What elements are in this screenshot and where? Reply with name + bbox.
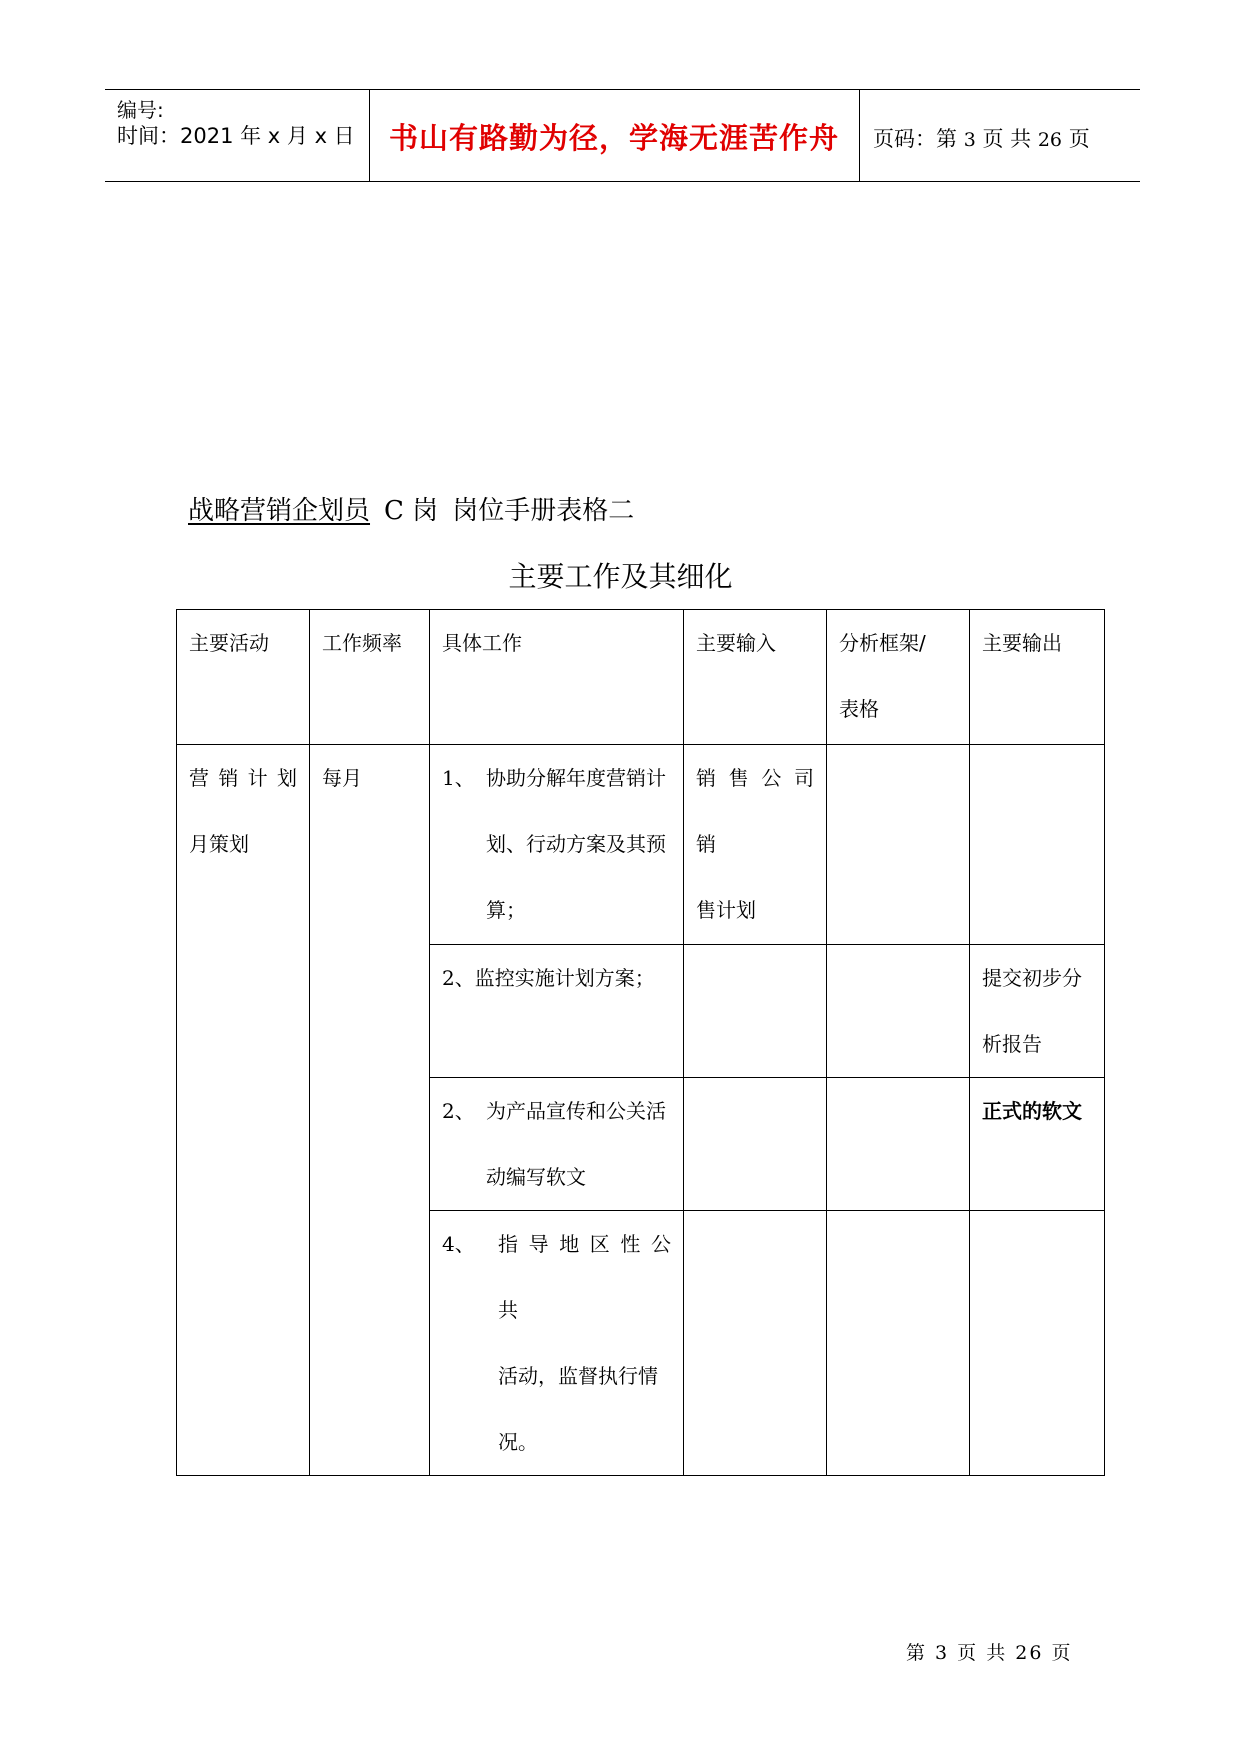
header-analysis-line2: 表格 xyxy=(839,697,879,721)
page-header xyxy=(105,89,1140,182)
framework-cell xyxy=(827,1078,970,1211)
framework-cell xyxy=(827,1211,970,1476)
doc-title-role: 战略营销企划员 xyxy=(188,496,371,526)
page-suffix: 页 xyxy=(1068,127,1090,151)
task-cell xyxy=(430,945,684,1078)
activity-line2: 月策划 xyxy=(189,832,249,856)
input-cell xyxy=(684,945,827,1078)
activity-line1: 营 销 计 划 xyxy=(189,766,297,790)
header-page-cell xyxy=(859,90,1140,181)
task-item xyxy=(442,945,671,1011)
task-cell xyxy=(430,1211,684,1476)
task-number: 2、 xyxy=(442,966,475,990)
output-cell xyxy=(970,1211,1105,1476)
page-footer: 第 3 页 共 26 页 xyxy=(906,1642,1073,1664)
time-label: 时间：2021 年 x 月 x 日 xyxy=(117,124,355,148)
task-text: 监控实施计划方案； xyxy=(474,966,655,990)
activity-cell xyxy=(177,745,310,1476)
task-item xyxy=(442,745,671,943)
table-row xyxy=(177,745,1105,945)
doc-title xyxy=(188,490,634,527)
header-specific-work: 具体工作 xyxy=(430,610,684,745)
input-cell xyxy=(684,1211,827,1476)
task-number: 1、 xyxy=(442,766,475,790)
page-mid: 页 共 xyxy=(982,127,1032,151)
task-cell xyxy=(430,745,684,945)
header-analysis-framework xyxy=(827,610,970,745)
page-prefix: 页码：第 xyxy=(873,127,957,151)
task-text-line1: 指 导 地 区 性 公 共 xyxy=(498,1232,671,1322)
task-item xyxy=(442,1078,671,1210)
page-total: 26 xyxy=(1037,129,1063,151)
output-cell xyxy=(970,745,1105,945)
page-code xyxy=(873,123,1090,153)
header-main-output: 主要输出 xyxy=(970,610,1105,745)
task-cell xyxy=(430,1078,684,1211)
framework-cell xyxy=(827,945,970,1078)
doc-title-code: C 岗 xyxy=(384,496,439,526)
task-text: 为产品宣传和公关活动编写软文 xyxy=(486,1099,666,1189)
input-line2: 售计划 xyxy=(696,898,756,922)
task-number: 2、 xyxy=(442,1099,475,1123)
input-line1: 销 售 公 司 销 xyxy=(696,766,814,856)
task-number: 4、 xyxy=(442,1232,475,1256)
task-item xyxy=(442,1211,671,1475)
task-text-rest: 活动，监督执行情况。 xyxy=(498,1364,658,1454)
output-cell: 正式的软文 xyxy=(970,1078,1105,1211)
framework-cell xyxy=(827,745,970,945)
work-table xyxy=(176,609,1105,1476)
header-analysis-line1: 分析框架/ xyxy=(839,631,926,655)
number-label: 编号: xyxy=(117,98,164,122)
input-cell xyxy=(684,745,827,945)
page-current: 3 xyxy=(963,129,976,151)
frequency-cell: 每月 xyxy=(310,745,430,1476)
motto: 书山有路勤为径，学海无涯苦作舟 xyxy=(388,121,839,155)
table-header-row xyxy=(177,610,1105,745)
doc-title-rest: 岗位手册表格二 xyxy=(452,496,635,526)
section-title: 主要工作及其细化 xyxy=(508,560,733,593)
header-frequency: 工作频率 xyxy=(310,610,430,745)
input-cell xyxy=(684,1078,827,1211)
task-text: 协助分解年度营销计划、行动方案及其预算； xyxy=(486,766,666,922)
header-motto-cell xyxy=(369,90,860,181)
header-main-activity: 主要活动 xyxy=(177,610,310,745)
task-text xyxy=(498,1211,671,1475)
header-info-cell xyxy=(105,90,370,181)
output-cell: 提交初步分析报告 xyxy=(970,945,1105,1078)
header-main-input: 主要输入 xyxy=(684,610,827,745)
